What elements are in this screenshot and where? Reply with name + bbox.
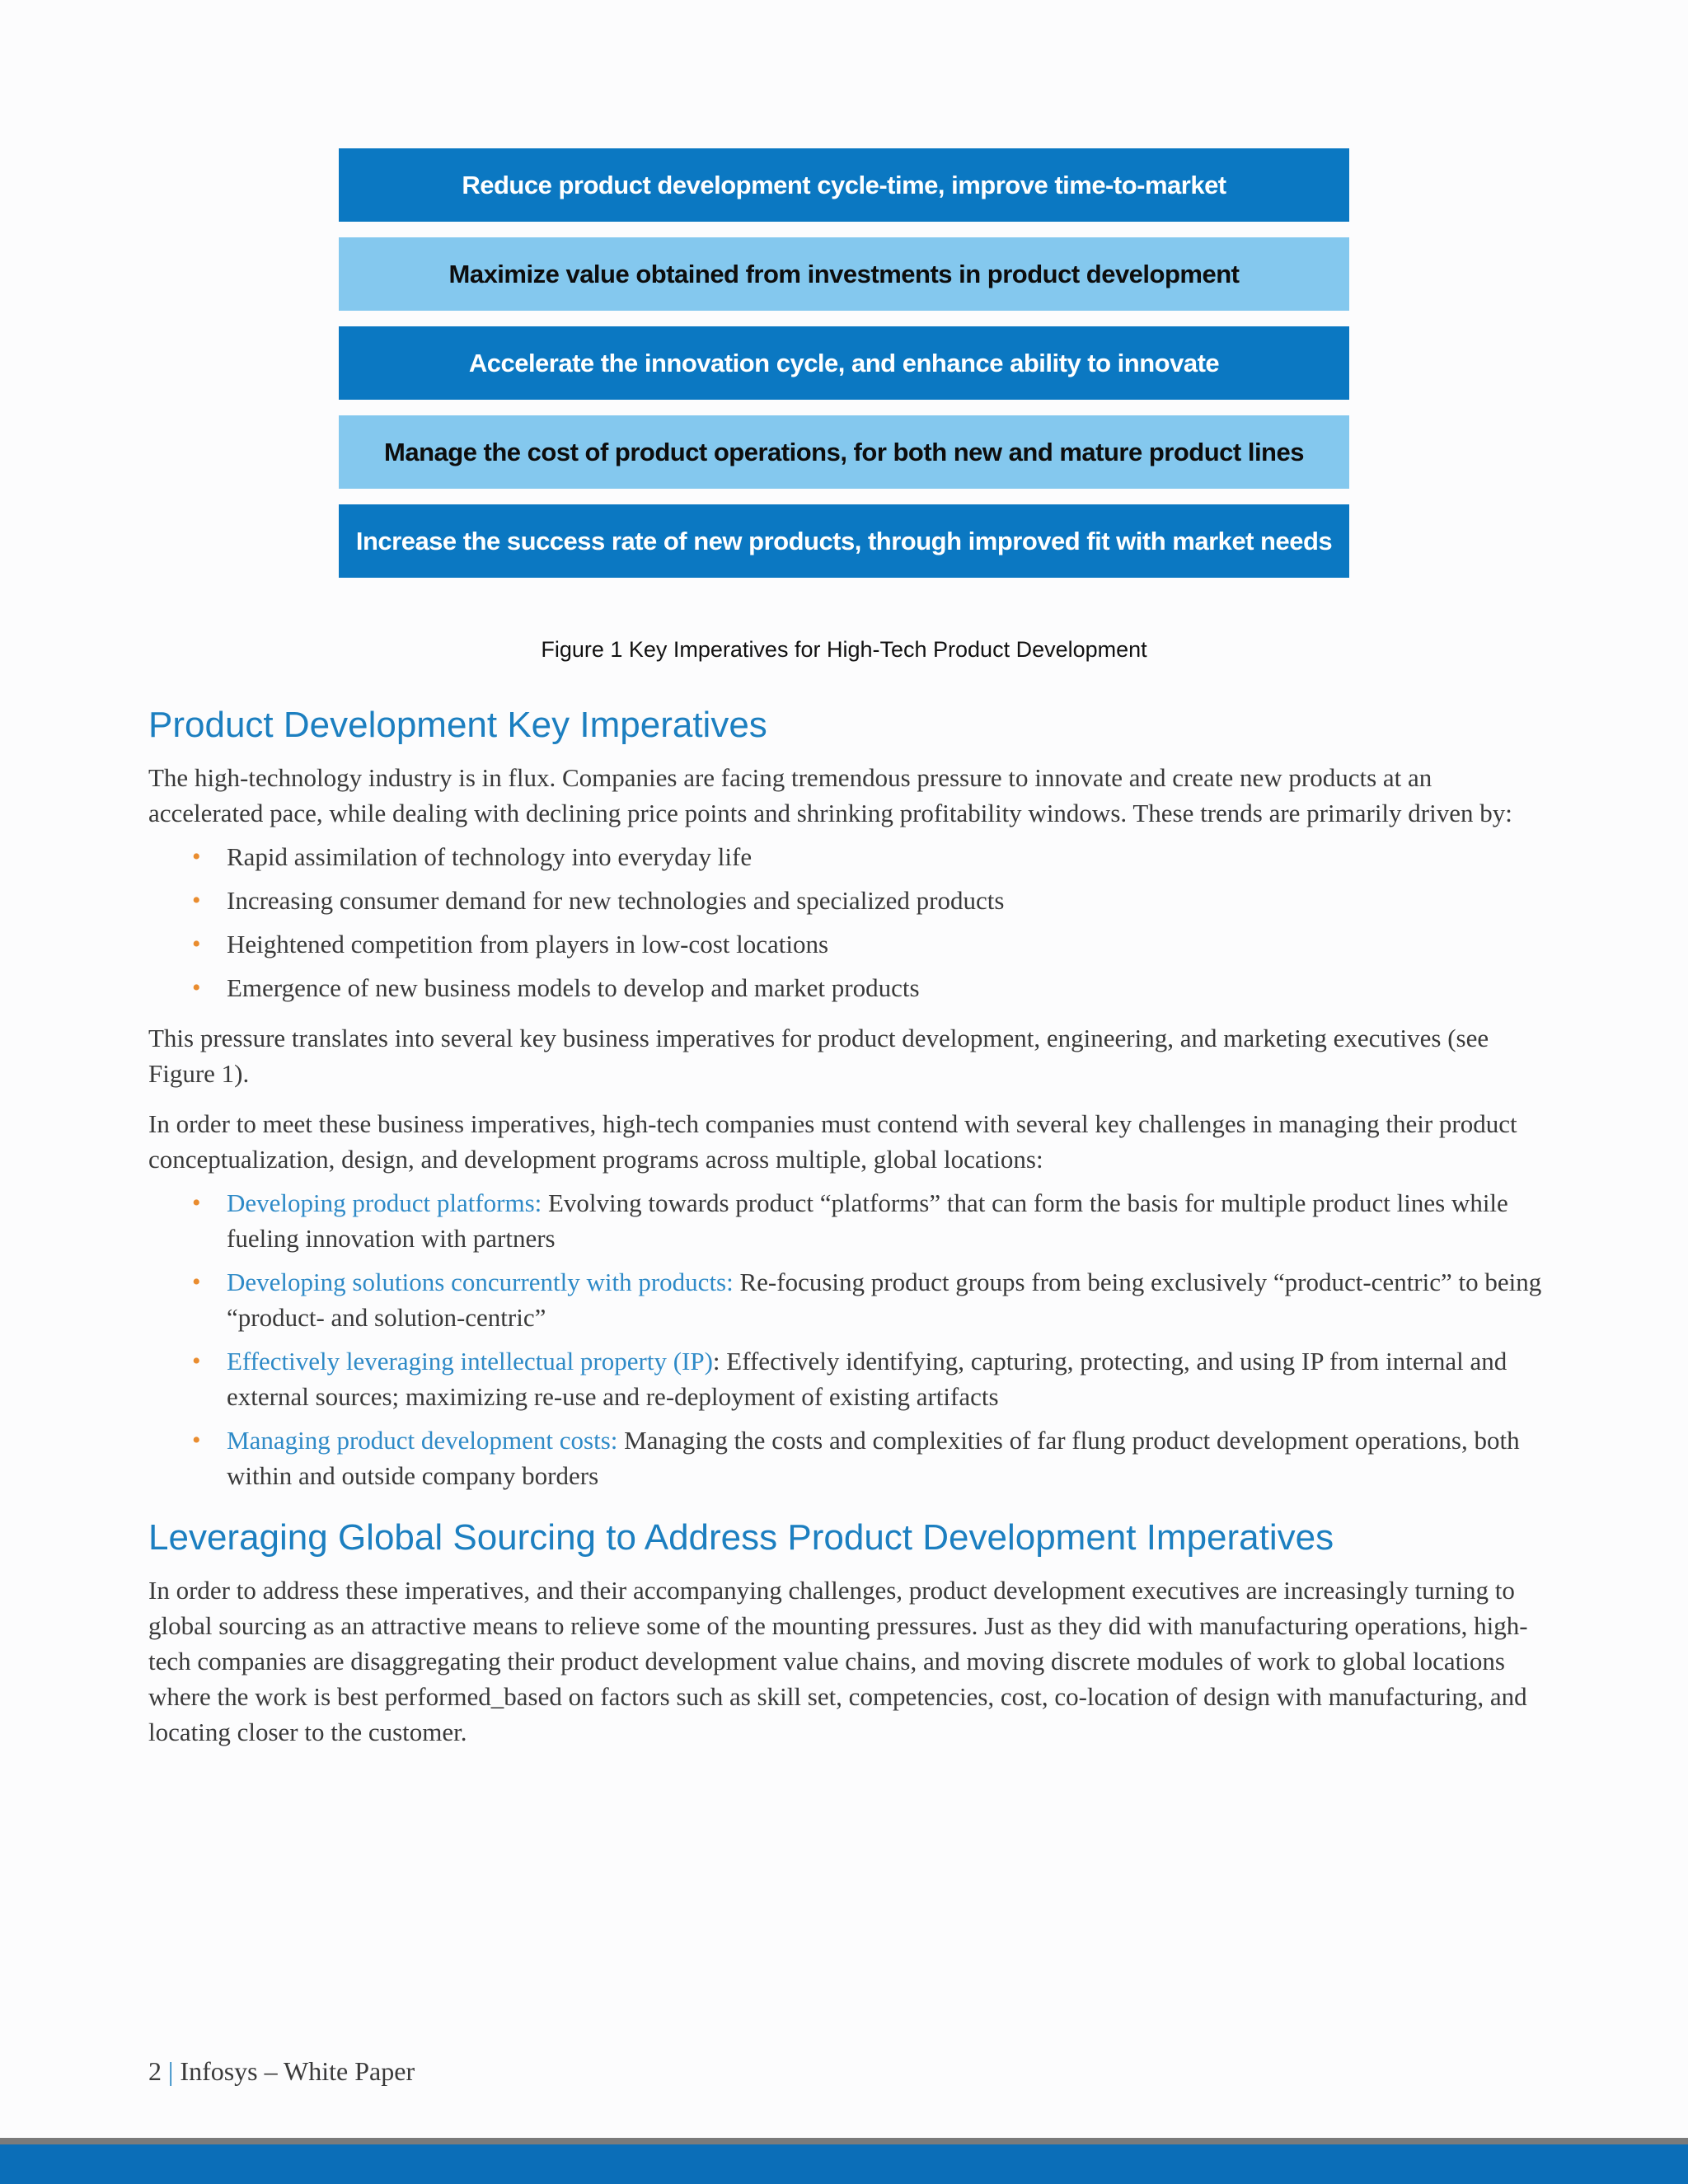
bullet-icon: • bbox=[192, 1268, 201, 1296]
footer-text: Infosys – White Paper bbox=[180, 2056, 415, 2086]
global-sourcing-paragraph: In order to address these imperatives, and their accompanying challenges, product development executives are increasingly turning to global sourcing as an attractive means to relieve some of the mounting pressures. Just as they did with manufacturing operations, high-tech companies are disaggregating their product development value chains, and moving discrete modules of work to global locations where the work is best performed_based on factors such as skill set, competencies, cost, co-location of design with manufacturing, and locating closer to the customer. bbox=[148, 1576, 1528, 1746]
page-footer bbox=[148, 2056, 415, 2087]
figure-caption: Figure 1 Key Imperatives for High-Tech Product Development bbox=[541, 637, 1147, 662]
imperative-bar-1: Reduce product development cycle-time, improve time-to-market bbox=[339, 148, 1349, 222]
bullet-icon: • bbox=[192, 1427, 201, 1454]
list-item: • Effectively leveraging intellectual property (IP): Effectively identifying, capturing, protecting, and using IP from internal and external sources; maximizing re-use and re-deployment of existing artifacts bbox=[227, 1343, 1550, 1414]
imperative-bar-5: Increase the success rate of new products, through improved fit with market needs bbox=[339, 504, 1349, 578]
figure-1 bbox=[339, 148, 1349, 593]
bullet-icon: • bbox=[192, 1347, 201, 1375]
imperative-bar-2: Maximize value obtained from investments in product development bbox=[339, 237, 1349, 311]
footer-separator: | bbox=[168, 2056, 174, 2086]
drivers-list bbox=[148, 839, 1550, 1005]
list-item: • Rapid assimilation of technology into everyday life bbox=[227, 839, 1550, 874]
bullet-icon: • bbox=[192, 974, 201, 1001]
challenges-paragraph: In order to meet these business imperatives, high-tech companies must contend with several key challenges in managing their product conceptualization, design, and development programs across multiple, global locations: bbox=[148, 1109, 1517, 1174]
challenge-term: Developing product platforms: bbox=[227, 1188, 542, 1217]
list-item: • Heightened competition from players in low-cost locations bbox=[227, 926, 1550, 962]
list-item: • Developing solutions concurrently with products: Re-focusing product groups from being exclusively “product-centric” to being “product- and solution-centric” bbox=[227, 1264, 1550, 1335]
bullet-icon: • bbox=[192, 843, 201, 870]
list-item: • Emergence of new business models to develop and market products bbox=[227, 970, 1550, 1005]
bullet-icon: • bbox=[192, 930, 201, 958]
challenges-list bbox=[148, 1185, 1550, 1493]
list-item: • Increasing consumer demand for new technologies and specialized products bbox=[227, 883, 1550, 918]
bullet-icon: • bbox=[192, 1189, 201, 1216]
section-heading-key-imperatives: Product Development Key Imperatives bbox=[148, 705, 767, 745]
challenge-term: Effectively leveraging intellectual property (IP) bbox=[227, 1347, 713, 1376]
challenge-term: Managing product development costs: bbox=[227, 1426, 618, 1455]
bullet-icon: • bbox=[192, 887, 201, 914]
imperatives-paragraph: This pressure translates into several key business imperatives for product development, engineering, and marketing executives (see Figure 1). bbox=[148, 1024, 1489, 1088]
page-number: 2 bbox=[148, 2056, 162, 2086]
footer-band bbox=[0, 2144, 1688, 2184]
list-item: • Managing product development costs: Managing the costs and complexities of far flung product development operations, both within and outside company borders bbox=[227, 1422, 1550, 1493]
section-heading-global-sourcing: Leveraging Global Sourcing to Address Product Development Imperatives bbox=[148, 1517, 1334, 1558]
challenge-term: Developing solutions concurrently with products: bbox=[227, 1268, 734, 1296]
imperative-bar-3: Accelerate the innovation cycle, and enhance ability to innovate bbox=[339, 326, 1349, 400]
intro-paragraph: The high-technology industry is in flux. Companies are facing tremendous pressure to innovate and create new products at an accelerated pace, while dealing with declining price points and shrinking profitability windows. These trends are primarily driven by: bbox=[148, 763, 1512, 827]
list-item: • Developing product platforms: Evolving towards product “platforms” that can form the basis for multiple product lines while fueling innovation with partners bbox=[227, 1185, 1550, 1256]
main-content bbox=[148, 699, 1550, 1750]
imperative-bar-4: Manage the cost of product operations, for both new and mature product lines bbox=[339, 415, 1349, 489]
footer-divider bbox=[0, 2138, 1688, 2144]
